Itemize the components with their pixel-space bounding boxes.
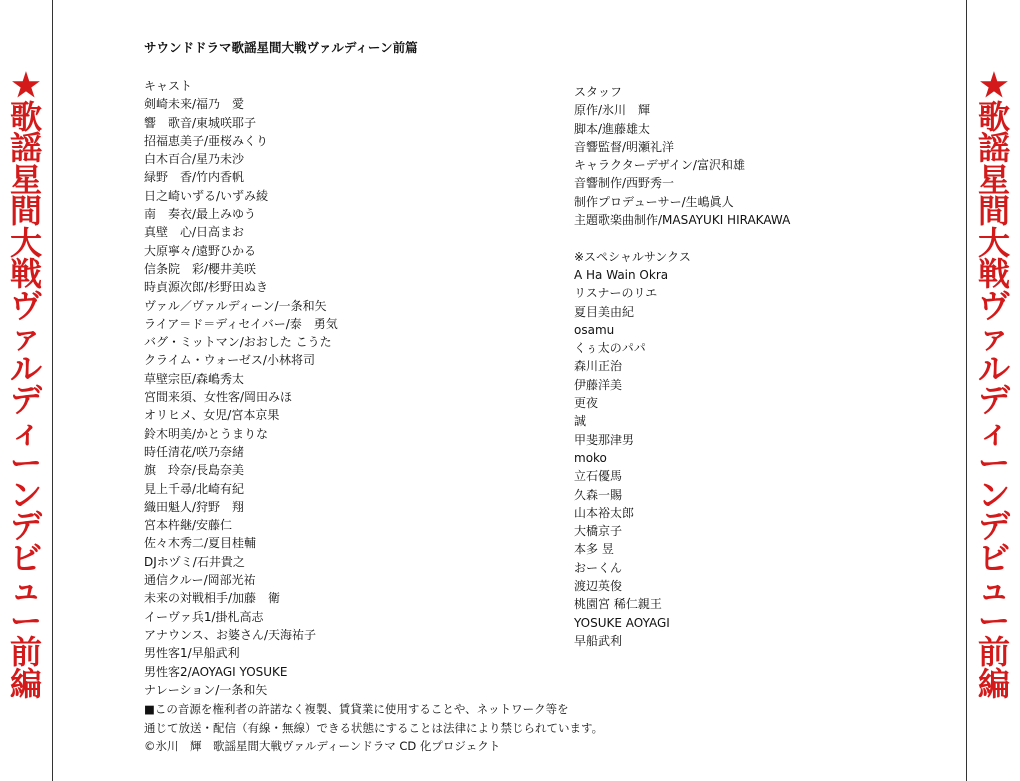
thanks-item: 大橋京子 — [574, 524, 623, 539]
spine-char: 謡 — [9, 129, 42, 167]
cast-item: 織田魁人/狩野 翔 — [144, 499, 245, 514]
spine-char: デ — [9, 381, 42, 419]
cast-heading: キャスト — [144, 79, 193, 93]
spine-char: ュ — [9, 570, 42, 608]
cast-item: クライム・ウォーゼス/小林将司 — [144, 353, 315, 368]
cast-list — [144, 95, 338, 699]
spine-char: 謡 — [977, 129, 1010, 167]
thanks-item: 森川正治 — [574, 359, 623, 374]
notice-line-1: ■この音源を権利者の許諾なく複製、賃貸業に使用することや、ネットワーク等を — [144, 702, 569, 716]
staff-item: 主題歌楽曲制作/MASAYUKI HIRAKAWA — [574, 213, 791, 228]
cast-item: イーヴァ兵1/掛札高志 — [144, 609, 264, 624]
thanks-item: 伊藤洋美 — [574, 377, 623, 392]
spine-char: ィ — [977, 412, 1010, 451]
cast-item: 宮間来須、女性客/岡田みほ — [144, 390, 293, 405]
staff-list — [574, 101, 790, 229]
cast-item: 時任清花/咲乃奈緒 — [144, 444, 245, 459]
spine-char: デ — [977, 507, 1010, 545]
spine-char: ビ — [977, 538, 1010, 577]
cast-item: 緑野 香/竹内香帆 — [144, 170, 245, 185]
spine-char: デ — [977, 381, 1010, 419]
spine-char: ィ — [9, 412, 42, 451]
thanks-item: 山本裕太郎 — [574, 505, 635, 520]
right-spine — [966, 0, 1020, 781]
thanks-heading: ※スペシャルサンクス — [574, 249, 691, 264]
spine-char: ー — [977, 444, 1010, 482]
cast-item: 宮本杵継/安藤仁 — [144, 518, 233, 533]
spine-char: ー — [977, 601, 1010, 640]
spine-char: 星 — [977, 160, 1010, 199]
spine-char: 歌 — [977, 97, 1010, 136]
right-spine-title — [967, 66, 1020, 703]
thanks-item: くぅ太のパパ — [574, 341, 646, 356]
spine-char: 編 — [977, 664, 1010, 703]
copyright-notice — [144, 700, 603, 756]
staff-heading: スタッフ — [574, 85, 623, 99]
spine-char: ァ — [9, 318, 42, 356]
spine-char: 前 — [977, 633, 1010, 671]
page-title: サウンドドラマ歌謡星間大戦ヴァルディーン前篇 — [144, 40, 418, 55]
cast-item: 大原寧々/遠野ひかる — [144, 243, 257, 258]
spine-char: デ — [9, 507, 42, 545]
cast-item: アナウンス、お婆さん/天海祐子 — [144, 627, 317, 642]
spine-char: ヴ — [977, 286, 1010, 325]
thanks-item: YOSUKE AOYAGI — [574, 615, 670, 630]
thanks-item: リスナーのリエ — [574, 286, 658, 301]
thanks-item: 甲斐那津男 — [574, 432, 635, 447]
spine-char: 大 — [9, 223, 42, 262]
notice-line-2: 通じて放送・配信（有線・無線）できる状態にすることは法律により禁じられています。 — [144, 720, 604, 735]
spine-char: ー — [9, 444, 42, 482]
spine-char: 前 — [9, 633, 42, 671]
section-gap — [574, 229, 790, 247]
cast-item: 鈴木明美/かとうまりな — [144, 426, 269, 441]
spine-char: 編 — [9, 664, 42, 703]
cast-item: 男性客2/AOYAGI YOSUKE — [144, 664, 288, 679]
spine-char: ビ — [9, 538, 42, 577]
cast-item: 剣崎未来/福乃 愛 — [144, 97, 245, 112]
staff-item: 音響監督/明瀬礼洋 — [574, 139, 675, 154]
thanks-item: 立石優馬 — [574, 469, 623, 484]
cast-item: ナレーション/一条和矢 — [144, 682, 268, 697]
spine-char: 間 — [9, 192, 42, 230]
cast-item: オリヒメ、女児/宮本京果 — [144, 408, 280, 423]
left-spine-title — [0, 66, 52, 703]
cast-item: 南 奏衣/最上みゆう — [144, 207, 257, 222]
thanks-item: 誠 — [574, 414, 587, 429]
thanks-list — [574, 266, 790, 650]
cast-item: 未来の対戦相手/加藤 衛 — [144, 591, 281, 606]
cast-item: DJホヅミ/石井貴之 — [144, 554, 245, 569]
thanks-item: 本多 昱 — [574, 542, 614, 557]
spine-char: ★ — [11, 66, 41, 104]
thanks-item: 桃園宮 稀仁親王 — [574, 597, 662, 612]
staff-item: キャラクターデザイン/富沢和雄 — [574, 158, 745, 173]
thanks-item: おーくん — [574, 560, 623, 575]
cast-item: 白木百合/星乃未沙 — [144, 152, 245, 167]
staff-item: 音響制作/西野秀一 — [574, 176, 675, 191]
spine-char: ル — [9, 349, 42, 388]
thanks-item: 早船武利 — [574, 633, 623, 648]
staff-item: 制作プロデューサー/生嶋眞人 — [574, 194, 734, 209]
thanks-item: 更夜 — [574, 396, 599, 411]
spine-char: 間 — [977, 192, 1010, 230]
spine-char: ヴ — [9, 286, 42, 325]
spine-char: 大 — [977, 223, 1010, 262]
spine-char: ァ — [977, 318, 1010, 356]
staff-column — [574, 83, 790, 650]
thanks-item: 久森一賜 — [574, 487, 623, 502]
cast-item: 時貞源次郎/杉野田ぬき — [144, 280, 269, 295]
cast-item: 見上千尋/北崎有紀 — [144, 481, 245, 496]
staff-item: 脚本/進藤雄太 — [574, 121, 651, 136]
cast-item: ライア＝ド＝ディセイバー/泰 勇気 — [144, 316, 338, 331]
cast-item: バグ・ミットマン/おおした こうた — [144, 335, 332, 350]
thanks-item: 渡辺英俊 — [574, 579, 623, 594]
spine-char: ン — [9, 475, 42, 514]
cast-item: 信条院 彩/櫻井美咲 — [144, 261, 257, 276]
cast-item: 日之崎いずる/いずみ綾 — [144, 188, 269, 203]
thanks-item: 夏目美由紀 — [574, 304, 635, 319]
cast-item: 旗 玲奈/長島奈美 — [144, 463, 245, 478]
spine-char: 戦 — [9, 255, 42, 293]
staff-item: 原作/氷川 輝 — [574, 103, 651, 118]
spine-char: 戦 — [977, 255, 1010, 293]
thanks-item: A Ha Wain Okra — [574, 267, 669, 282]
spine-char: 星 — [9, 160, 42, 199]
cast-item: 響 歌音/東城咲耶子 — [144, 115, 257, 130]
spine-char: ュ — [977, 570, 1010, 608]
spine-char: ル — [977, 349, 1010, 388]
cast-item: 招福恵美子/亜桜みくり — [144, 133, 269, 148]
thanks-item: osamu — [574, 322, 615, 337]
spine-char: ン — [977, 475, 1010, 514]
cast-item: 真壁 心/日高まお — [144, 225, 245, 240]
cast-item: ヴァル／ヴァルディーン/一条和矢 — [144, 298, 327, 313]
cast-item: 草壁宗臣/森嶋秀太 — [144, 371, 245, 386]
left-spine — [0, 0, 53, 781]
cast-item: 佐々木秀二/夏目桂輔 — [144, 536, 257, 551]
spine-char: 歌 — [9, 97, 42, 136]
copyright-line: ©氷川 輝 歌謡星間大戦ヴァルディーンドラマ CD 化プロジェクト — [144, 739, 501, 753]
thanks-item: moko — [574, 450, 607, 465]
back-cover-content — [52, 0, 966, 781]
spine-char: ー — [9, 601, 42, 640]
cast-item: 通信クルー/岡部光祐 — [144, 573, 256, 588]
cast-item: 男性客1/早船武利 — [144, 646, 240, 661]
cast-column — [144, 77, 338, 699]
spine-char: ★ — [979, 66, 1009, 104]
